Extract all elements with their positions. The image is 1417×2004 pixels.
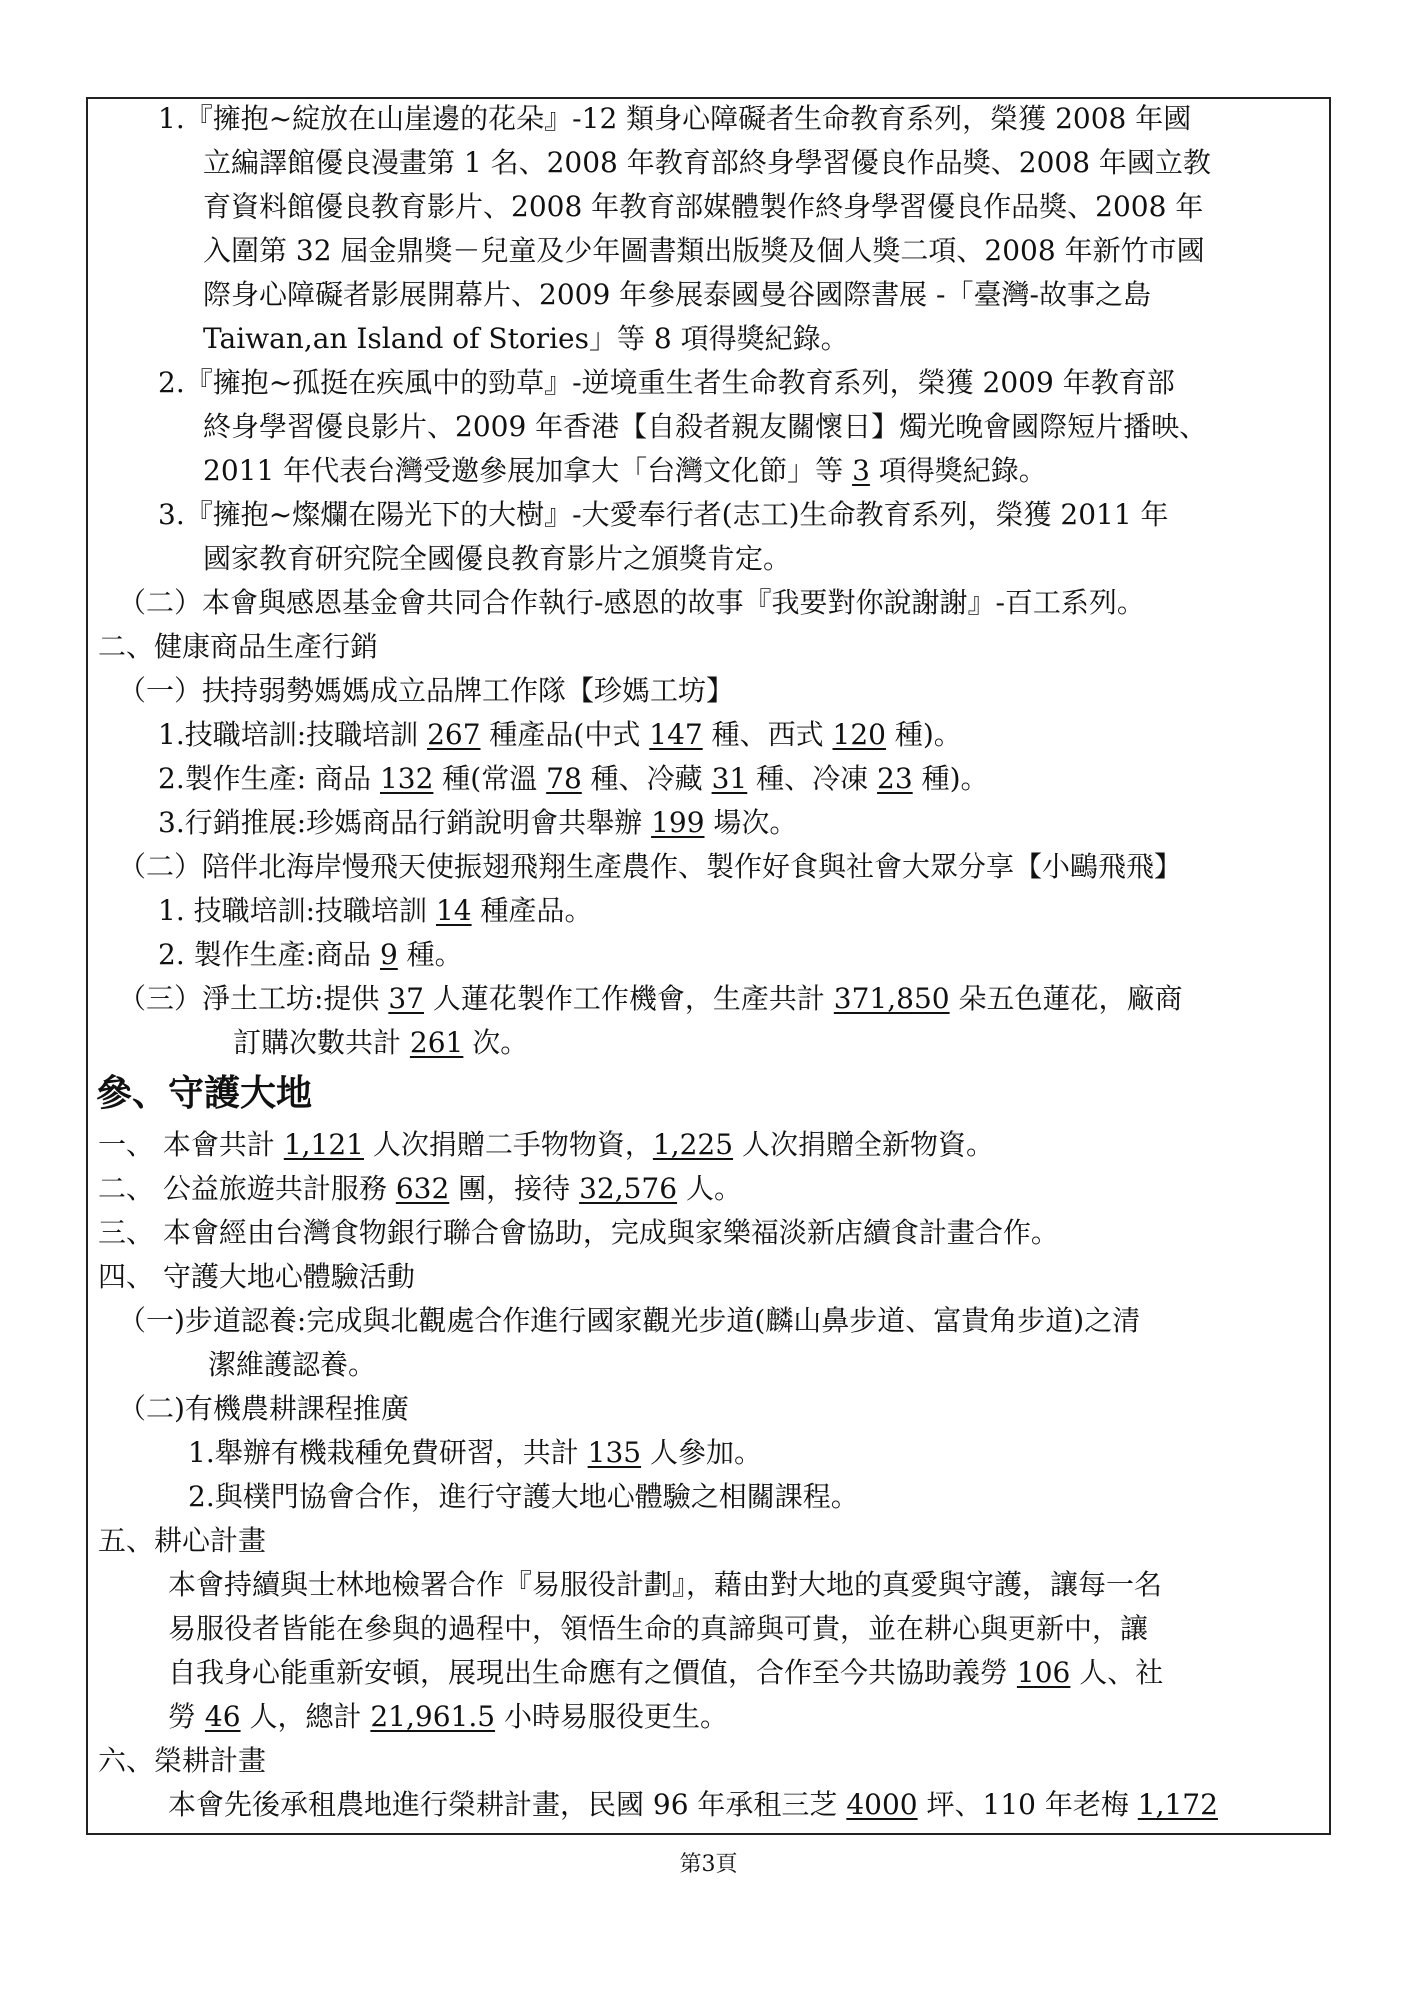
underlined-value: 23 xyxy=(877,762,913,795)
text-run: 種、冷藏 xyxy=(581,762,712,795)
text-run: 際身心障礙者影展開幕片、2009 年參展泰國曼谷國際書展 -「臺灣-故事之島 xyxy=(203,278,1151,311)
text-run: 種)。 xyxy=(885,718,962,751)
text-run: （一）扶持弱勢媽媽成立品牌工作隊【珍媽工坊】 xyxy=(118,674,735,707)
text-line xyxy=(188,1433,762,1473)
text-run: 六、榮耕計畫 xyxy=(98,1744,267,1777)
text-run: 四、 守護大地心體驗活動 xyxy=(98,1260,415,1293)
text-run: 本會先後承租農地進行榮耕計畫，民國 96 年承租三芝 xyxy=(168,1788,847,1821)
underlined-value: 120 xyxy=(832,718,886,751)
text-run: 2.『擁抱~孤挺在疾風中的勁草』-逆境重生者生命教育系列，榮獲 2009 年教育部 xyxy=(158,366,1175,399)
text-run: 1. 技職培訓:技職培訓 xyxy=(158,894,436,927)
underlined-value: 261 xyxy=(409,1026,464,1059)
text-line xyxy=(158,935,463,975)
text-line xyxy=(188,1477,859,1517)
text-line xyxy=(118,979,1183,1019)
text-line xyxy=(203,319,849,359)
text-line xyxy=(203,539,791,579)
text-run: 勞 xyxy=(168,1700,205,1733)
text-run: 種(常溫 xyxy=(433,762,547,795)
text-run: 二、健康商品生產行銷 xyxy=(98,630,379,663)
underlined-value: 4000 xyxy=(846,1788,918,1821)
text-run: 入圍第 32 屆金鼎獎－兒童及少年圖書類出版獎及個人獎二項、2008 年新竹市國 xyxy=(203,234,1205,267)
underlined-value: 371,850 xyxy=(833,982,950,1015)
text-line xyxy=(203,451,1047,491)
text-run: 二、 公益旅遊共計服務 xyxy=(98,1172,396,1205)
text-line xyxy=(98,1741,266,1781)
underlined-value: 632 xyxy=(395,1172,450,1205)
text-run: 立編譯館優良漫畫第 1 名、2008 年教育部終身學習優良作品獎、2008 年國立教 xyxy=(203,146,1211,179)
text-run: 易服役者皆能在參與的過程中，領悟生命的真諦與可貴，並在耕心與更新中，讓 xyxy=(168,1612,1149,1645)
text-run: 2.與樸門協會合作，進行守護大地心體驗之相關課程。 xyxy=(188,1480,859,1513)
underlined-value: 3 xyxy=(852,454,870,487)
text-line xyxy=(168,1653,1163,1693)
underlined-value: 1,121 xyxy=(283,1128,364,1161)
underlined-value: 31 xyxy=(711,762,748,795)
text-line xyxy=(118,847,1182,887)
text-run: 自我身心能重新安頓，展現出生命應有之價值，合作至今共協助義勞 xyxy=(168,1656,1017,1689)
text-line xyxy=(98,1213,1059,1253)
text-line xyxy=(168,1565,1162,1605)
text-run: 潔維護認養。 xyxy=(208,1348,377,1381)
text-line xyxy=(168,1609,1148,1649)
text-run: 種產品。 xyxy=(471,894,593,927)
text-line xyxy=(158,363,1175,403)
text-run: 2011 年代表台灣受邀參展加拿大「台灣文化節」等 xyxy=(203,454,853,487)
text-run: 種、冷凍 xyxy=(747,762,878,795)
content-frame xyxy=(86,97,1331,1835)
underlined-value: 267 xyxy=(427,718,481,751)
text-run: 朵五色蓮花，廠商 xyxy=(949,982,1183,1015)
underlined-value: 106 xyxy=(1016,1656,1071,1689)
text-run: 五、耕心計畫 xyxy=(98,1524,267,1557)
underlined-value: 135 xyxy=(587,1436,642,1469)
text-line xyxy=(158,803,797,843)
text-run: （二）本會與感恩基金會共同合作執行-感恩的故事『我要對你說謝謝』-百工系列。 xyxy=(118,586,1145,619)
text-run: 2.製作生產: 商品 xyxy=(158,762,380,795)
text-line xyxy=(158,891,593,931)
text-run: 三、 本會經由台灣食物銀行聯合會協助，完成與家樂福淡新店續食計畫合作。 xyxy=(98,1216,1059,1249)
text-line xyxy=(98,1169,742,1209)
text-run: 參、守護大地 xyxy=(96,1072,313,1114)
text-run: 1.『擁抱~綻放在山崖邊的花朵』-12 類身心障礙者生命教育系列，榮獲 2008 年國 xyxy=(158,102,1192,135)
text-line xyxy=(233,1023,528,1063)
text-run: 人、社 xyxy=(1070,1656,1164,1689)
underlined-value: 32,576 xyxy=(579,1172,678,1205)
text-run: 項得獎紀錄。 xyxy=(869,454,1047,487)
text-run: 種產品(中式 xyxy=(480,718,650,751)
text-line xyxy=(168,1697,728,1737)
text-run: （二)有機農耕課程推廣 xyxy=(118,1392,409,1425)
underlined-value: 1,172 xyxy=(1137,1788,1218,1821)
text-run: 人次捐贈全新物資。 xyxy=(733,1128,994,1161)
text-run: （一)步道認養:完成與北觀處合作進行國家觀光步道(麟山鼻步道、富貴角步道)之清 xyxy=(118,1304,1141,1337)
text-line xyxy=(208,1345,376,1385)
text-line xyxy=(118,1389,409,1429)
text-run: 種。 xyxy=(397,938,463,971)
text-line xyxy=(118,583,1145,623)
text-run: 1.技職培訓:技職培訓 xyxy=(158,718,428,751)
text-line xyxy=(203,407,1207,447)
underlined-value: 1,225 xyxy=(652,1128,734,1161)
text-run: 團，接待 xyxy=(449,1172,580,1205)
text-run: 國家教育研究院全國優良教育影片之頒獎肯定。 xyxy=(203,542,792,575)
underlined-value: 21,961.5 xyxy=(370,1700,496,1733)
text-run: 1.舉辦有機栽種免費研習，共計 xyxy=(188,1436,588,1469)
text-run: 種)。 xyxy=(912,762,989,795)
text-line xyxy=(158,715,962,755)
text-run: 人蓮花製作工作機會，生產共計 xyxy=(423,982,834,1015)
underlined-value: 78 xyxy=(546,762,582,795)
text-run: Taiwan,an Island of Stories」等 8 項得獎紀錄。 xyxy=(203,322,849,355)
text-line xyxy=(158,99,1191,139)
text-run: 次。 xyxy=(463,1026,529,1059)
section-heading xyxy=(96,1073,312,1113)
text-run: 小時易服役更生。 xyxy=(495,1700,728,1733)
text-run: 3.行銷推展:珍媽商品行銷說明會共舉辦 xyxy=(158,806,652,839)
underlined-value: 132 xyxy=(379,762,434,795)
text-run: 人，總計 xyxy=(240,1700,371,1733)
underlined-value: 199 xyxy=(651,806,705,839)
underlined-value: 37 xyxy=(388,982,424,1015)
text-run: 人。 xyxy=(677,1172,742,1205)
text-line xyxy=(203,275,1151,315)
text-run: 種、西式 xyxy=(702,718,833,751)
page-number: 第3頁 xyxy=(679,1852,738,1877)
text-run: 訂購次數共計 xyxy=(233,1026,410,1059)
underlined-value: 46 xyxy=(204,1700,241,1733)
text-run: 3.『擁抱~燦爛在陽光下的大樹』-大愛奉行者(志工)生命教育系列，榮獲 2011 年 xyxy=(158,498,1169,531)
underlined-value: 14 xyxy=(435,894,472,927)
text-run: 育資料館優良教育影片、2008 年教育部媒體製作終身學習優良作品獎、2008 年 xyxy=(203,190,1204,223)
underlined-value: 147 xyxy=(649,718,703,751)
text-line xyxy=(98,1257,415,1297)
text-run: 場次。 xyxy=(704,806,798,839)
text-line xyxy=(203,187,1203,227)
text-run: 一、 本會共計 xyxy=(98,1128,284,1161)
text-line xyxy=(98,627,378,667)
text-run: （二）陪伴北海岸慢飛天使振翅飛翔生產農作、製作好食與社會大眾分享【小鷗飛飛】 xyxy=(118,850,1183,883)
text-run: 2. 製作生產:商品 xyxy=(158,938,380,971)
text-line xyxy=(203,231,1205,271)
text-run: 終身學習優良影片、2009 年香港【自殺者親友關懷日】燭光晚會國際短片播映、 xyxy=(203,410,1208,443)
text-run: 坪、110 年老梅 xyxy=(917,1788,1138,1821)
text-line xyxy=(158,495,1169,535)
text-line xyxy=(118,1301,1140,1341)
text-line xyxy=(118,671,734,711)
text-line xyxy=(203,143,1211,183)
text-line xyxy=(168,1785,1218,1825)
text-line xyxy=(98,1521,266,1561)
text-line xyxy=(158,759,989,799)
underlined-value: 9 xyxy=(379,938,398,971)
text-run: 本會持續與士林地檢署合作『易服役計劃』，藉由對大地的真愛與守護，讓每一名 xyxy=(168,1568,1163,1601)
text-run: 人參加。 xyxy=(641,1436,762,1469)
text-line xyxy=(98,1125,994,1165)
text-run: 人次捐贈二手物物資， xyxy=(363,1128,653,1161)
text-run: （三）淨土工坊:提供 xyxy=(118,982,389,1015)
